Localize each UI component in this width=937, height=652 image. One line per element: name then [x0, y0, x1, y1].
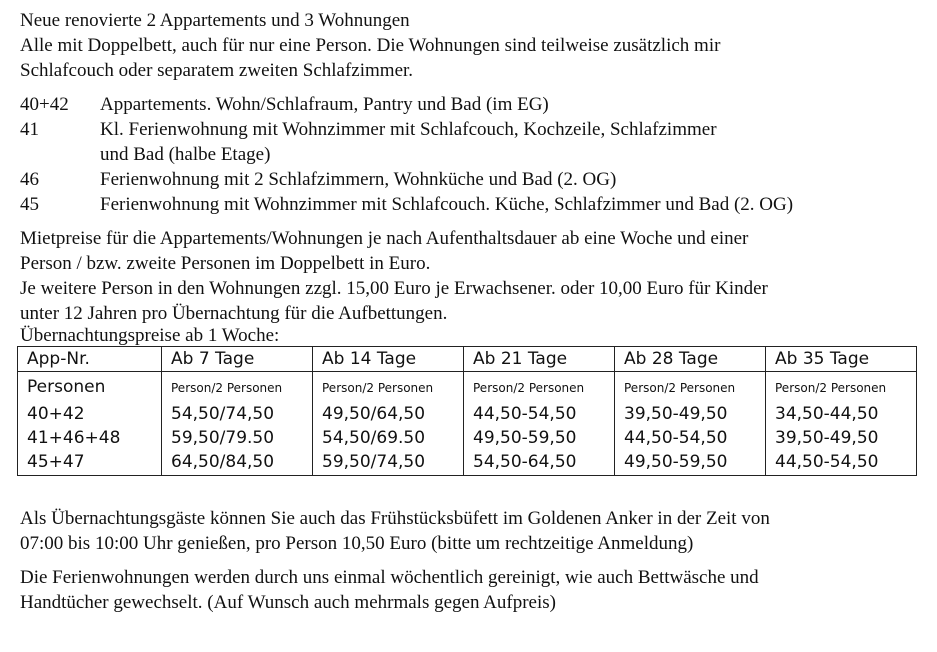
table-row: [18, 402, 917, 426]
table-cell: Person/2 Personen: [615, 372, 766, 403]
column-header: Ab 7 Tage: [162, 347, 313, 372]
apartment-description: Ferienwohnung mit 2 Schlafzimmern, Wohnküche und Bad (2. OG): [100, 169, 617, 190]
pricing-line-5: Übernachtungspreise ab 1 Woche:: [20, 325, 280, 346]
table-cell: 64,50/84,50: [162, 450, 313, 476]
apartment-number: 45: [20, 194, 39, 215]
table-cell: Personen: [27, 377, 106, 397]
apartment-item: [20, 142, 920, 167]
table-cell: 54,50-64,50: [464, 450, 615, 476]
table-row: [18, 450, 917, 476]
pricing-line-2: Person / bzw. zweite Personen im Doppelbett in Euro.: [20, 253, 431, 274]
intro-line-3: Schlafcouch oder separatem zweiten Schlafzimmer.: [20, 60, 414, 81]
table-cell: 54,50/74,50: [162, 402, 313, 426]
table-cell: 44,50-54,50: [615, 426, 766, 450]
pricing-line-1: Mietpreise für die Appartements/Wohnungen je nach Aufenthaltsdauer ab eine Woche und einer: [20, 228, 749, 249]
cleaning-note: [20, 565, 920, 615]
pricing-line-3: Je weitere Person in den Wohnungen zzgl. 15,00 Euro je Erwachsener. oder 10,00 Euro für Kinder: [20, 278, 768, 299]
footer-line-1: Als Übernachtungsgäste können Sie auch das Frühstücksbüfett im Goldenen Anker in der Zeit von: [20, 508, 770, 529]
table-cell: 45+47: [27, 452, 85, 472]
apartment-list: [20, 92, 920, 217]
apartment-item: [20, 92, 920, 117]
table-cell: 41+46+48: [27, 428, 121, 448]
apartment-description: Appartements. Wohn/Schlafraum, Pantry und Bad (im EG): [100, 94, 549, 115]
table-cell: 44,50-54,50: [766, 450, 917, 476]
footer-line-3: Die Ferienwohnungen werden durch uns einmal wöchentlich gereinigt, wie auch Bettwäsche und: [20, 567, 759, 588]
apartment-number: 40+42: [20, 94, 69, 115]
column-header: Ab 21 Tage: [464, 347, 615, 372]
table-cell: 44,50-54,50: [464, 402, 615, 426]
apartment-description-continued: und Bad (halbe Etage): [100, 144, 271, 165]
intro-section: [20, 8, 920, 83]
table-cell: 54,50/69.50: [313, 426, 464, 450]
table-cell: 34,50-44,50: [766, 402, 917, 426]
column-header: App-Nr.: [18, 347, 162, 372]
table-cell: Person/2 Personen: [464, 372, 615, 403]
footer-line-4: Handtücher gewechselt. (Auf Wunsch auch mehrmals gegen Aufpreis): [20, 592, 556, 613]
intro-line-2: Alle mit Doppelbett, auch für nur eine Person. Die Wohnungen sind teilweise zusätzlich mir: [20, 35, 721, 56]
pricing-section: [20, 226, 920, 346]
table-cell: 49,50/64,50: [313, 402, 464, 426]
apartment-description: Ferienwohnung mit Wohnzimmer mit Schlafcouch. Küche, Schlafzimmer und Bad (2. OG): [100, 194, 794, 215]
price-table: [17, 346, 917, 476]
breakfast-note: [20, 506, 920, 556]
table-cell: Person/2 Personen: [313, 372, 464, 403]
apartment-number: 46: [20, 169, 39, 190]
table-cell: 49,50-59,50: [464, 426, 615, 450]
column-header: Ab 28 Tage: [615, 347, 766, 372]
column-header: Ab 35 Tage: [766, 347, 917, 372]
table-cell: 40+42: [27, 404, 85, 424]
table-row: [18, 426, 917, 450]
apartment-number: 41: [20, 119, 39, 140]
table-cell: 59,50/74,50: [313, 450, 464, 476]
pricing-line-4: unter 12 Jahren pro Übernachtung für die Aufbettungen.: [20, 303, 448, 324]
table-cell: 49,50-59,50: [615, 450, 766, 476]
table-header-row: [18, 347, 917, 372]
table-subheader-row: [18, 372, 917, 403]
table-cell: 39,50-49,50: [766, 426, 917, 450]
table-cell: 59,50/79.50: [162, 426, 313, 450]
intro-line-1: Neue renovierte 2 Appartements und 3 Wohnungen: [20, 10, 410, 31]
apartment-item: [20, 117, 920, 142]
table-cell: Person/2 Personen: [766, 372, 917, 403]
table-cell: Person/2 Personen: [162, 372, 313, 403]
apartment-description: Kl. Ferienwohnung mit Wohnzimmer mit Schlafcouch, Kochzeile, Schlafzimmer: [100, 119, 717, 140]
apartment-item: [20, 192, 920, 217]
footer-line-2: 07:00 bis 10:00 Uhr genießen, pro Person 10,50 Euro (bitte um rechtzeitige Anmeldung): [20, 533, 694, 554]
document-page: [20, 8, 920, 615]
apartment-item: [20, 167, 920, 192]
column-header: Ab 14 Tage: [313, 347, 464, 372]
table-cell: 39,50-49,50: [615, 402, 766, 426]
